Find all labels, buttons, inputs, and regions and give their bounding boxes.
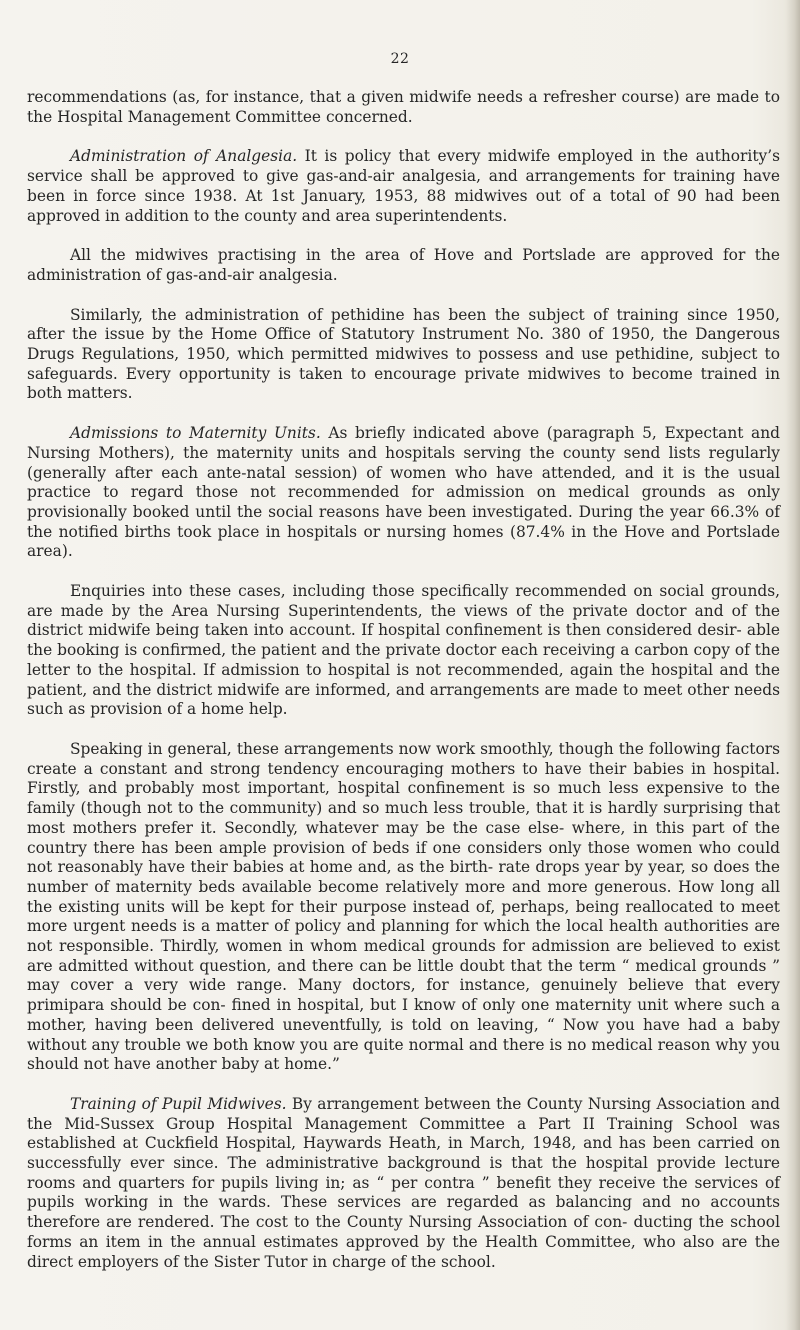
- paragraph-admissions-to-maternity-units: [27, 424, 780, 562]
- paragraph-enquiries: [27, 582, 780, 720]
- section-heading-administration-of-analgesia: Administration of Analgesia.: [70, 147, 298, 166]
- paragraph-administration-of-analgesia: [27, 147, 780, 226]
- paragraph-continuation: [27, 88, 780, 127]
- paragraph-text: It is policy that every midwife employed in the authority’s service shall be approved to give gas-and-air analgesia, and arrangements for training have been in force since 1938. At 1st January, 1953, 88 midwives out of a total of 90 had been approved in addition to the county and area superintendents.: [27, 147, 780, 225]
- paragraph-text: Enquiries into these cases, including those specifically recommended on social grounds, are made by the Area Nursing Superintendents, the views of the private doctor and of the district midwife being taken into account. If hospital confinement is then considered desir- able the booking is confirmed, the patient and the private doctor each receiving a carbon copy of the letter to the hospital. If admission to hospital is not recommended, again the hospital and the patient, and the district midwife are informed, and arrangements are made to meet other needs such as provision of a home help.: [27, 582, 780, 719]
- page-number: 22: [390, 51, 410, 67]
- paragraph-speaking-in-general: [27, 740, 780, 1075]
- section-heading-admissions-to-maternity-units: Admissions to Maternity Units.: [70, 424, 321, 443]
- paragraph-text: As briefly indicated above (paragraph 5, Expectant and Nursing Mothers), the maternity units and hospitals serving the county send lists regularly (generally after each ante-natal session) of women who have attended, and it is the usual practice to regard those not recommended for admission on medical grounds as only provisionally booked until the social reasons have been investigated. During the year 66.3% of the notified births took place in hospitals or nursing homes (87.4% in the Hove and Portslade area).: [27, 424, 780, 561]
- paragraph-text: By arrangement between the County Nursing Association and the Mid-Sussex Group Hospital Management Committee a Part II Training School was established at Cuckfield Hospital, Haywards Heath, in March, 1948, and has been carried on successfully ever since. The administrative background is that the hospital provide lecture rooms and quarters for pupils living in; as “ per contra ” benefit they receive the services of pupils working in the wards. These services are regarded as balancing and no accounts therefore are rendered. The cost to the County Nursing Association of con- ducting the school forms an item in the annual estimates approved by the Health Committee, who also are the direct employers of the Sister Tutor in charge of the school.: [27, 1094, 780, 1271]
- paragraph-hove-portslade-midwives: [27, 246, 780, 285]
- paragraph-text: Speaking in general, these arrangements now work smoothly, though the following factors create a constant and strong tendency encouraging mothers to have their babies in hospital. Firstly, and probably most important, hospital confinement is so much less expensive to the family (though not to the community) and so much less trouble, that it is hardly surprising that most mothers prefer it. Secondly, whatever may be the case else- where, in this part of the country there has been ample provision of beds if one considers only those women who could not reasonably have their babies at home and, as the birth- rate drops year by year, so does the number of maternity beds available become relatively more and more generous. How long all the existing units will be kept for their purpose instead of, perhaps, being reallocated to meet more urgent needs is a matter of policy and planning for which the local health authorities are not responsible. Thirdly, women in whom medical grounds for admission are believed to exist are admitted without question, and there can be little doubt that the term “ medical grounds ” may cover a very wide range. Many doctors, for instance, genuinely believe that every primipara should be con- fined in hospital, but I know of only one maternity unit where such a mother, having been delivered uneventfully, is told on leaving, “ Now you have had a baby without any trouble we both know you are quite normal and there is no medical reason why you should not have another baby at home.”: [27, 739, 780, 1074]
- paragraph-text: Similarly, the administration of pethidine has been the subject of training since 1950, after the issue by the Home Office of Statutory Instrument No. 380 of 1950, the Dangerous Drugs Regulations, 1950, which permitted midwives to possess and use pethidine, subject to safeguards. Every opportunity is taken to encourage private midwives to become trained in both matters.: [27, 305, 780, 403]
- paragraph-pethidine-training: [27, 306, 780, 405]
- page-edge-shadow: [786, 0, 800, 1330]
- section-heading-training-of-pupil-midwives: Training of Pupil Midwives.: [70, 1094, 287, 1113]
- body-text: [27, 88, 780, 1292]
- paragraph-text: All the midwives practising in the area of Hove and Portslade are approved for the administration of gas-and-air analgesia.: [27, 246, 780, 284]
- paragraph-text: recommendations (as, for instance, that a given midwife needs a refresher course) are made to the Hospital Management Committee concerned.: [27, 88, 780, 126]
- paragraph-training-of-pupil-midwives: [27, 1095, 780, 1272]
